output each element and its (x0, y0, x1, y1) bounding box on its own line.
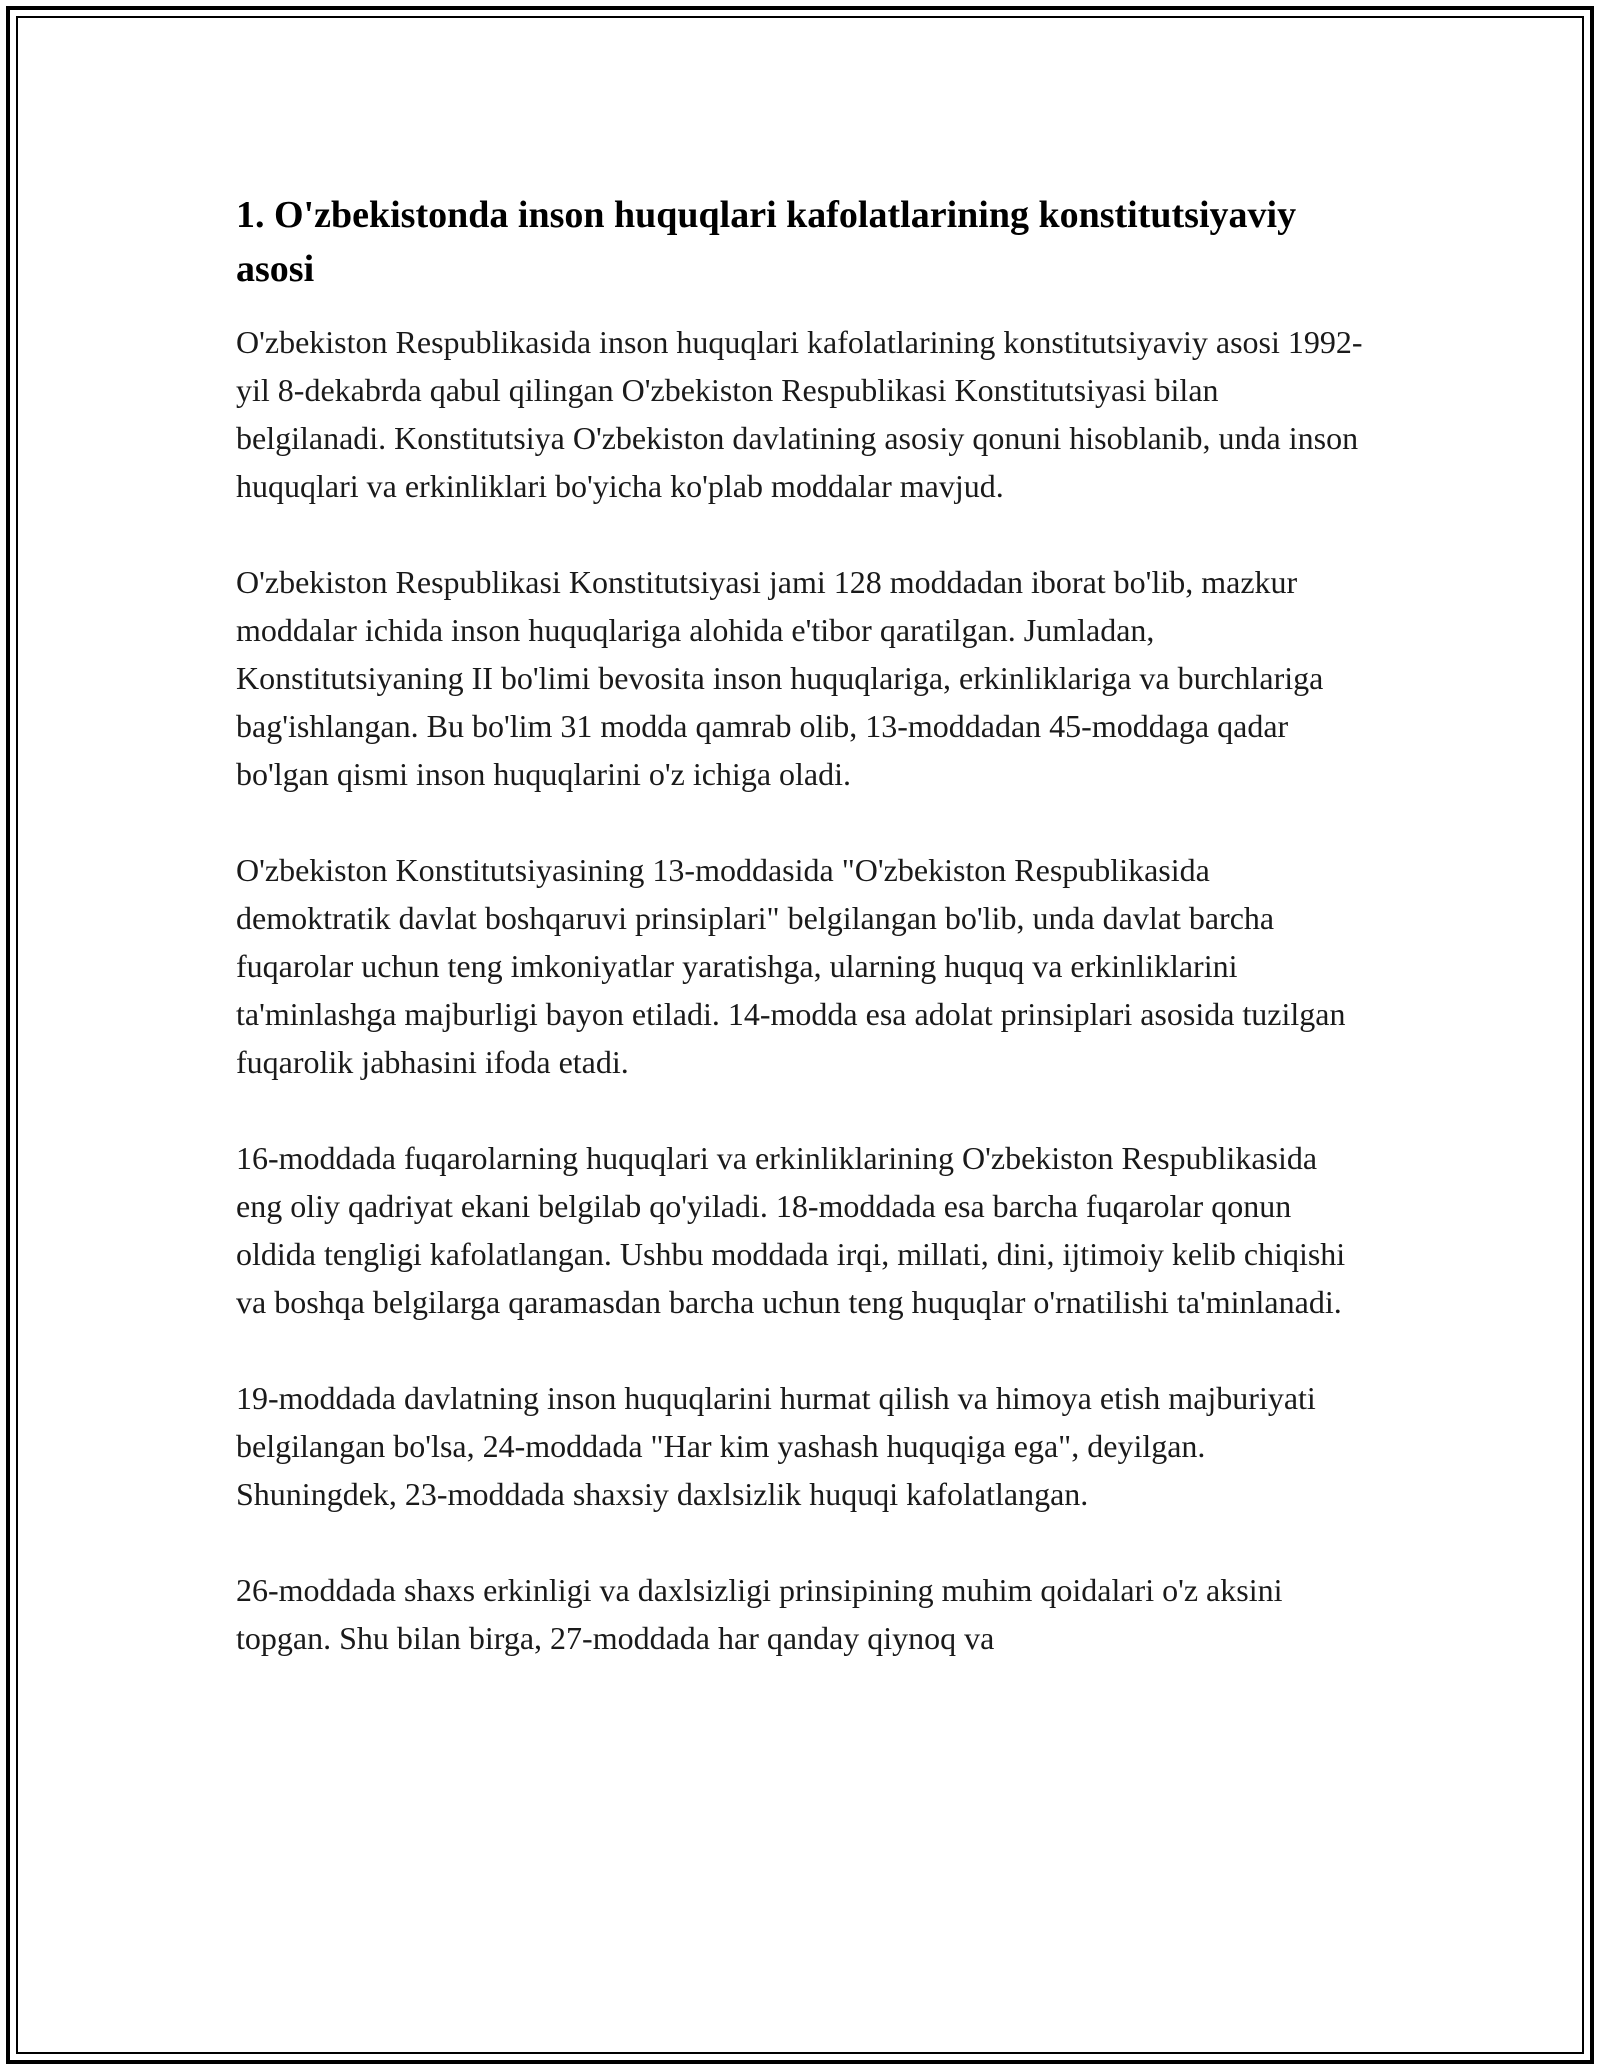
paragraph-2: O'zbekiston Respublikasi Konstitutsiyasi jami 128 moddadan iborat bo'lib, mazkur moddalar ichida inson huquqlariga alohida e'tibor qaratilgan. Jumladan, Konstitutsiyaning II bo'limi bevosita inson huquqlariga, erkinliklariga va burchlariga bag'ishlangan. Bu bo'lim 31 modda qamrab olib, 13-moddadan 45-moddaga qadar bo'lgan qismi inson huquqlarini o'z ichiga oladi. (236, 564, 1324, 792)
paragraph-5: 19-moddada davlatning inson huquqlarini hurmat qilish va himoya etish majburiyati belgilangan bo'lsa, 24-moddada "Har kim yashash huquqiga ega", deyilgan. Shuningdek, 23-moddada shaxsiy daxlsizlik huquqi kafolatlangan. (236, 1380, 1316, 1512)
paragraph-1: O'zbekiston Respublikasida inson huquqlari kafolatlarining konstitutsiyaviy asosi 1992-yil 8-dekabrda qabul qilingan O'zbekiston Respublikasi Konstitutsiyasi bilan belgilanadi. Konstitutsiya O'zbekiston davlatining asosiy qonuni hisoblanib, unda inson huquqlari va erkinliklari bo'yicha ko'plab moddalar mavjud. (236, 324, 1363, 504)
document-body (236, 188, 1366, 1710)
paragraph-6: 26-moddada shaxs erkinligi va daxlsizligi prinsipining muhim qoidalari o'z aksini topgan. Shu bilan birga, 27-moddada har qanday qiynoq va (236, 1572, 1283, 1656)
section-heading: 1. O'zbekistonda inson huquqlari kafolatlarining konstitutsiyaviy asosi (236, 194, 1297, 290)
paragraph-3: O'zbekiston Konstitutsiyasining 13-moddasida "O'zbekiston Respublikasida demoktratik davlat boshqaruvi prinsiplari" belgilangan bo'lib, unda davlat barcha fuqarolar uchun teng imkoniyatlar yaratishga, ularning huquq va erkinliklarini ta'minlashga majburligi bayon etiladi. 14-modda esa adolat prinsiplari asosida tuzilgan fuqarolik jabhasini ifoda etadi. (236, 852, 1346, 1080)
paragraph-4: 16-moddada fuqarolarning huquqlari va erkinliklarining O'zbekiston Respublikasida eng oliy qadriyat ekani belgilab qo'yiladi. 18-moddada esa barcha fuqarolar qonun oldida tengligi kafolatlangan. Ushbu moddada irqi, millati, dini, ijtimoiy kelib chiqishi va boshqa belgilarga qaramasdan barcha uchun teng huquqlar o'rnatilishi ta'minlanadi. (236, 1140, 1346, 1320)
